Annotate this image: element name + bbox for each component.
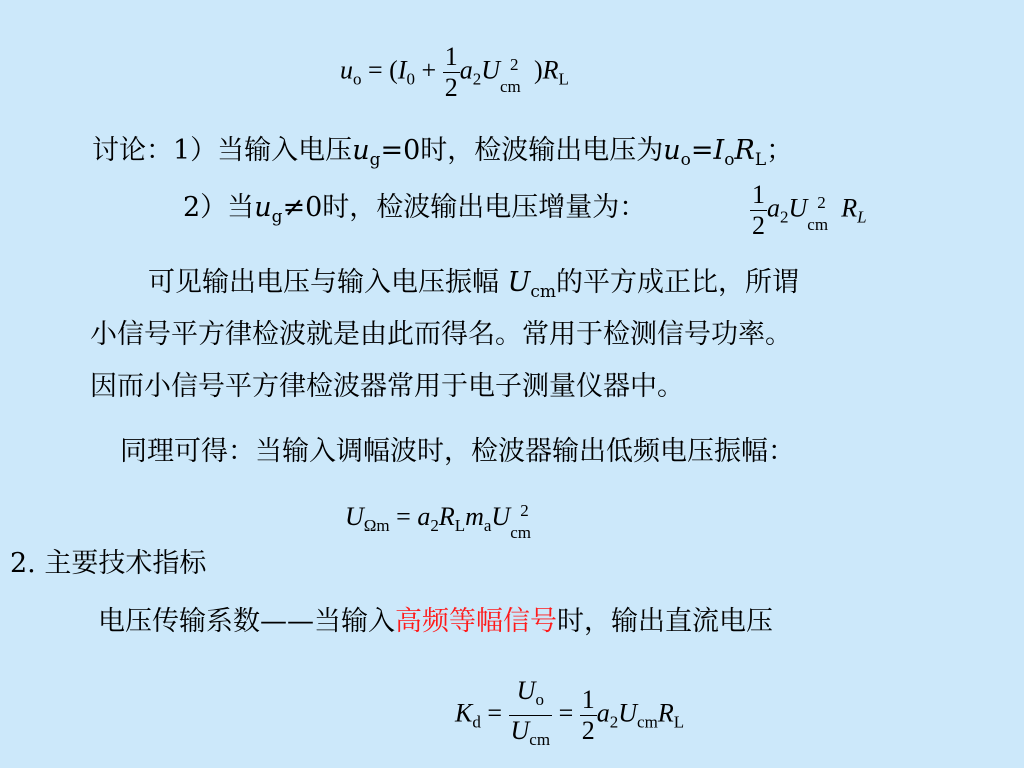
sub-L: L (454, 516, 466, 535)
discussion-text: ≠0时，检波输出电压增量为： (282, 192, 647, 223)
paragraph-line-3: 因而小信号平方律检波器常用于电子测量仪器中。 (90, 371, 684, 402)
var-I: I (397, 55, 407, 85)
sup-2: 2 (520, 501, 529, 521)
sup-2: 2 (509, 54, 519, 74)
sub-cm: cm (807, 214, 829, 234)
sub-g: g (271, 207, 283, 227)
discussion-text: 2）当 (183, 192, 255, 223)
sub-a: a (483, 516, 492, 535)
formula-low-frequency-amplitude (345, 502, 544, 541)
var-U: U (788, 193, 808, 223)
fraction-half (580, 685, 597, 746)
var-K: K (455, 698, 473, 728)
formula-output-voltage (340, 42, 569, 103)
var-a: a (417, 502, 431, 531)
var-U: U (618, 698, 638, 728)
paragraph-text: 的平方成正比，所谓 (556, 267, 800, 298)
var-u: u (663, 135, 681, 166)
var-U: U (491, 502, 511, 531)
similar-text: 同理可得：当输入调幅波时，检波器输出低频电压振幅： (120, 436, 795, 467)
sub-cm: cm (510, 523, 531, 543)
sup-sub-stack (807, 192, 841, 234)
sub-d: d (472, 712, 481, 732)
frac-num: 1 (581, 685, 595, 714)
sup-sub-stack (499, 54, 534, 96)
equals: = (690, 135, 714, 166)
var-U: U (516, 676, 536, 705)
var-U: U (507, 267, 531, 298)
var-U: U (481, 55, 500, 85)
fraction-uo-ucm (509, 676, 553, 755)
paren-open: ( (389, 55, 398, 85)
frac-den: 2 (581, 716, 595, 745)
sub-2: 2 (609, 712, 619, 732)
var-a: a (767, 193, 780, 223)
var-a: a (459, 55, 473, 85)
sup-sub-stack (510, 501, 544, 543)
semicolon: ； (766, 135, 794, 166)
section-heading: 2. 主要技术指标 (10, 548, 207, 579)
frac-num (509, 676, 553, 716)
sub-o: o (353, 69, 362, 89)
frac-den (509, 716, 553, 755)
sup-2: 2 (817, 192, 826, 212)
formula-voltage-increment (750, 180, 867, 241)
var-a: a (596, 698, 610, 728)
sub-2: 2 (430, 516, 439, 535)
sub-L: L (754, 150, 767, 170)
discussion-text: =0时，检波输出电压为 (380, 135, 664, 166)
equals: = (558, 698, 574, 728)
sub-cm: cm (499, 76, 521, 96)
sub-cm: cm (529, 730, 551, 749)
definition-text: 时，输出直流电压 (557, 606, 773, 637)
var-I: I (713, 135, 725, 166)
plus: + (421, 55, 437, 85)
sub-L: L (857, 207, 867, 227)
discussion-text: 讨论：1）当输入电压 (92, 135, 353, 166)
sub-o: o (724, 150, 735, 170)
sub-cm: cm (637, 712, 658, 732)
var-R: R (657, 698, 674, 728)
paragraph-line-1 (148, 265, 799, 310)
highlight-text: 高频等幅信号 (395, 606, 557, 637)
definition-line (98, 604, 773, 640)
definition-text: 电压传输系数——当输入 (98, 606, 395, 637)
frac-num: 1 (752, 180, 765, 209)
discussion-line-1 (92, 133, 793, 178)
equals: = (487, 698, 503, 728)
var-U: U (510, 716, 530, 745)
paragraph-line-2: 小信号平方律检波就是由此而得名。常用于检测信号功率。 (90, 319, 792, 350)
var-U: U (345, 502, 364, 531)
paren-close: ) (533, 55, 543, 85)
sub-omega-m: Ωm (363, 516, 390, 535)
var-u: u (340, 55, 353, 85)
sub-L: L (558, 69, 569, 89)
equals: = (368, 55, 383, 85)
sub-2: 2 (780, 207, 789, 227)
sub-o: o (535, 690, 544, 709)
var-R: R (542, 55, 559, 85)
sub-0: 0 (406, 69, 416, 89)
fraction-half (750, 180, 767, 241)
equals: = (396, 502, 411, 531)
var-R: R (734, 135, 755, 166)
var-R: R (841, 193, 858, 223)
var-u: u (254, 192, 272, 223)
formula-transfer-coefficient (455, 676, 684, 755)
frac-den: 2 (444, 73, 458, 102)
var-u: u (352, 135, 370, 166)
paragraph-text: 可见输出电压与输入电压振幅 (148, 267, 508, 298)
sub-cm: cm (530, 282, 557, 302)
sub-L: L (673, 712, 685, 732)
discussion-line-2 (183, 190, 646, 235)
var-R: R (438, 502, 455, 531)
frac-den: 2 (752, 211, 765, 240)
sub-g: g (369, 150, 381, 170)
var-m: m (465, 502, 484, 531)
fraction-half (443, 42, 460, 103)
sub-2: 2 (472, 69, 482, 89)
frac-num: 1 (444, 42, 458, 71)
sub-o: o (680, 150, 691, 170)
